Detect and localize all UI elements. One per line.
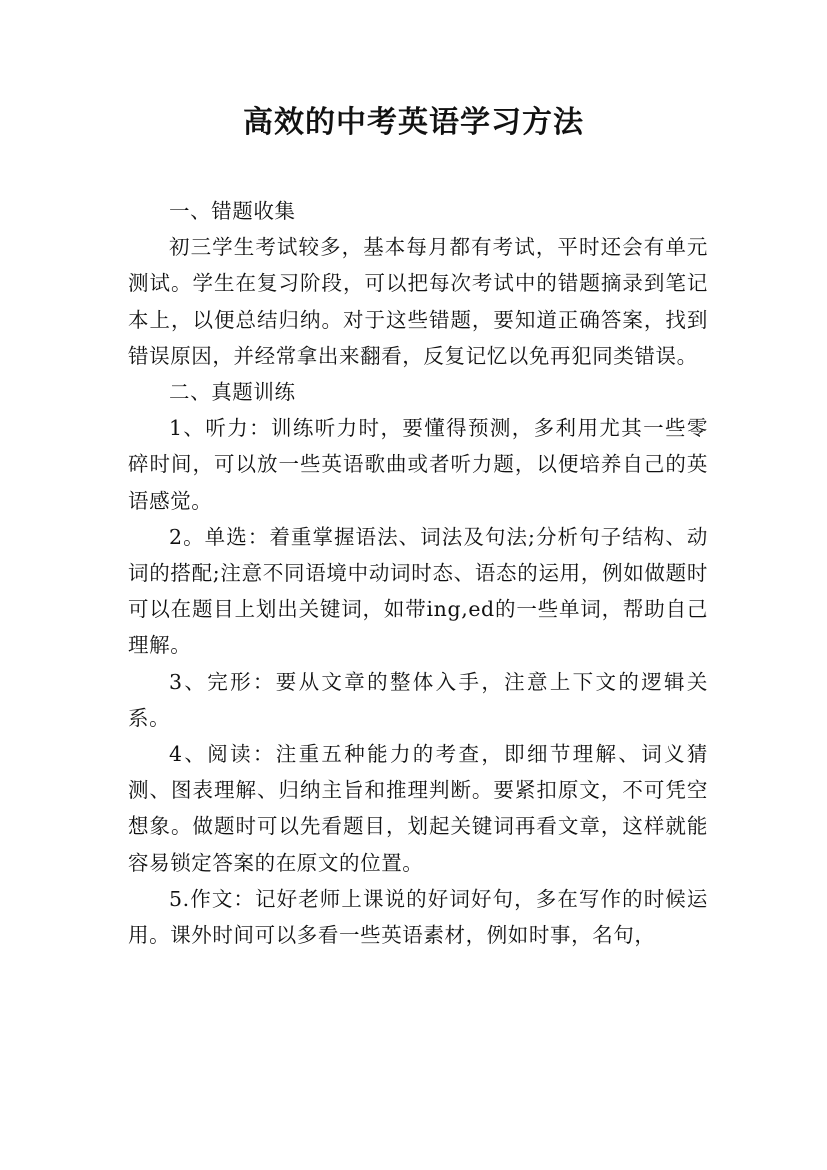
section-heading-error-collection: 一、错题收集 [169, 199, 296, 223]
document-title: 高效的中考英语学习方法 [243, 105, 584, 140]
section-heading-past-papers: 二、真题训练 [169, 380, 296, 405]
paragraph-reading: 4、阅读：注重五种能力的考查，即细节理解、词义猜测、图表理解、归纳主旨和推理判断。要紧扣原文，不可凭空想象。做题时可以先看题目，划起关键词再看文章，这样就能容易锁定答案的在原文的位置。 [128, 742, 708, 875]
document-body [128, 193, 708, 953]
paragraph-cloze: 3、完形：要从文章的整体入手，注意上下文的逻辑关系。 [128, 669, 708, 730]
paragraph-listening: 1、听力：训练听力时，要懂得预测，多利用尤其一些零碎时间，可以放一些英语歌曲或者听力题，以便培养自己的英语感觉。 [128, 416, 708, 513]
paragraph-error-collection: 初三学生考试较多，基本每月都有考试，平时还会有单元测试。学生在复习阶段，可以把每次考试中的错题摘录到笔记本上，以便总结归纳。对于这些错题，要知道正确答案，找到错误原因，并经常拿出来翻看，反复记忆以免再犯同类错误。 [128, 235, 708, 368]
paragraph-single-choice: 2。单选：着重掌握语法、词法及句法;分析句子结构、动词的搭配;注意不同语境中动词时态、语态的运用，例如做题时可以在题目上划出关键词，如带ing,ed的一些单词，帮助自己理解。 [128, 524, 708, 658]
paragraph-writing: 5.作文：记好老师上课说的好词好句，多在写作的时候运用。课外时间可以多看一些英语素材，例如时事，名句， [128, 886, 708, 948]
